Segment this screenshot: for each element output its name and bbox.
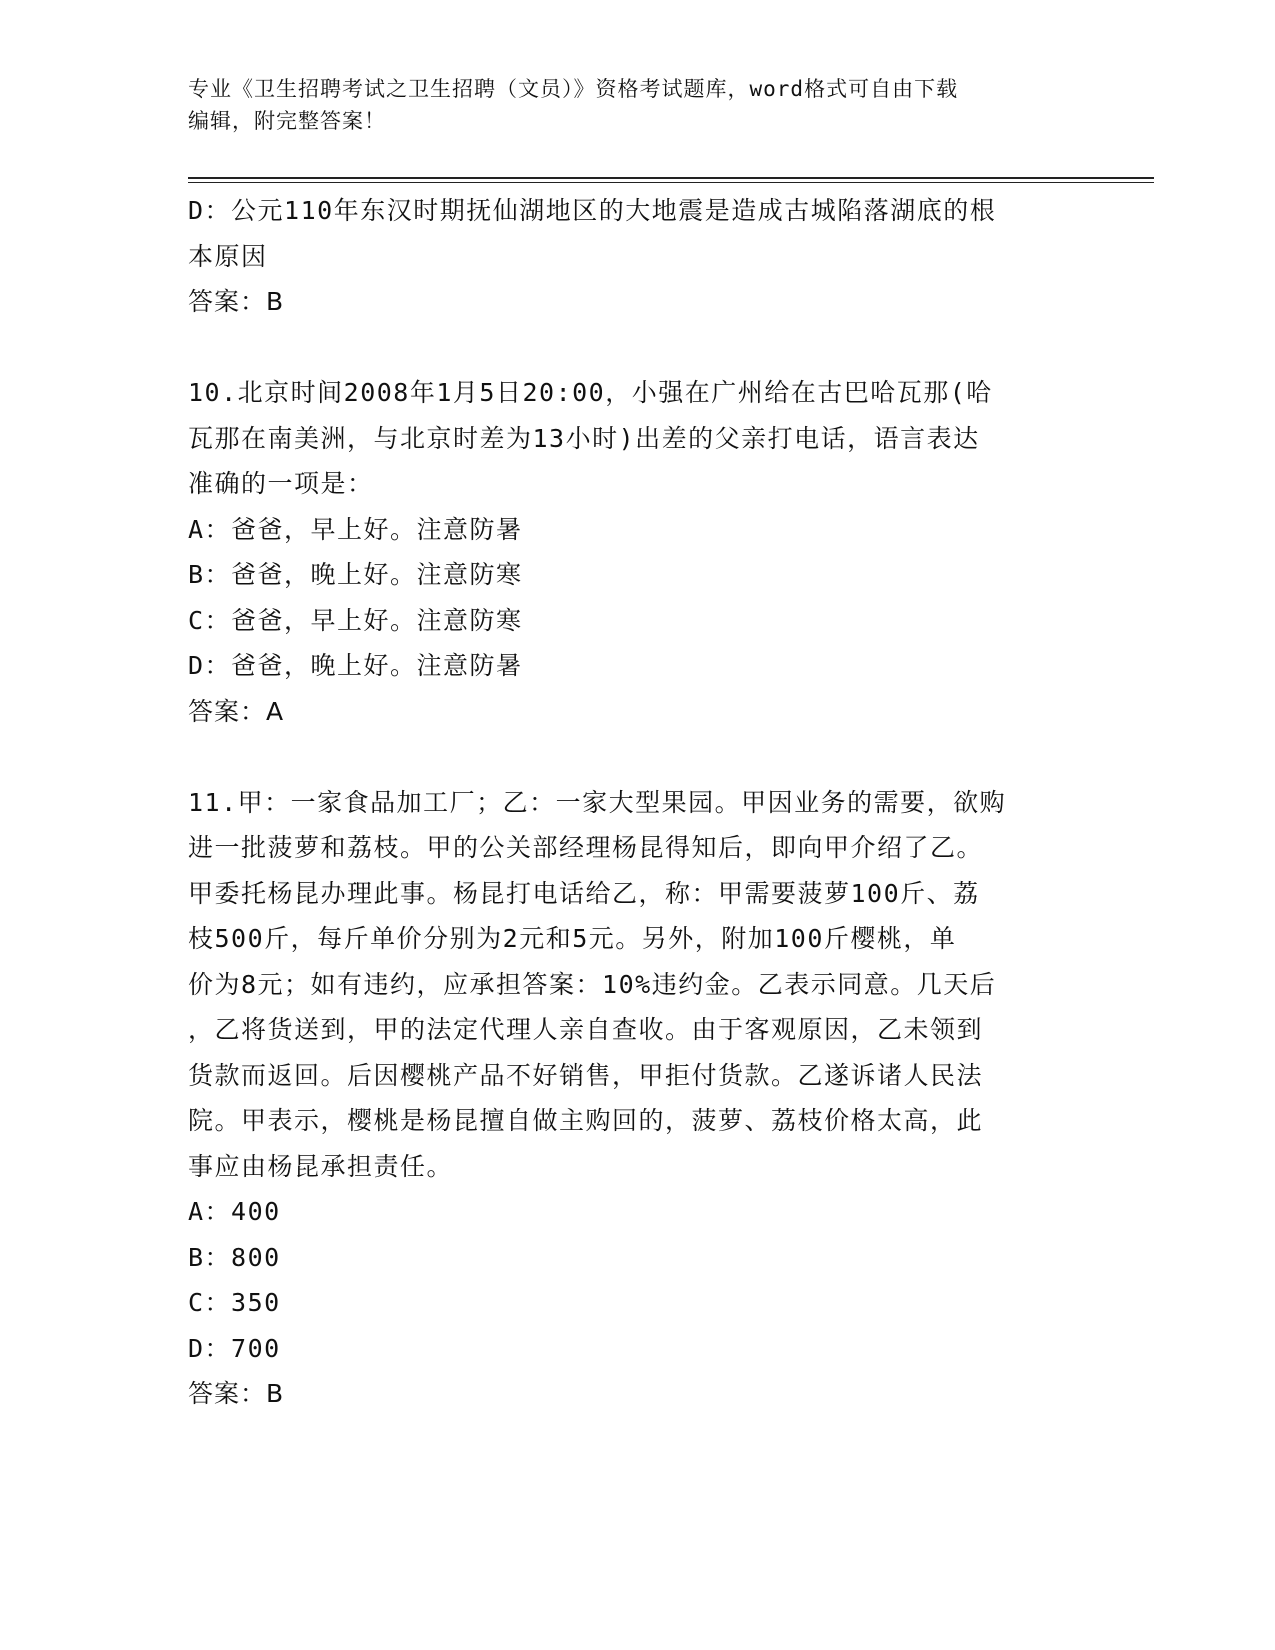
option-a: A：400 <box>188 1197 281 1226</box>
header-rule-thick <box>188 177 1154 179</box>
option-d: D：爸爸，晚上好。注意防暑 <box>188 651 523 680</box>
question-stem-line: 10.北京时间2008年1月5日20:00，小强在广州给在古巴哈瓦那(哈 <box>188 378 993 407</box>
answer-line: 答案：B <box>188 287 285 316</box>
option-b: B：800 <box>188 1242 281 1272</box>
document-body <box>188 188 1088 1417</box>
option-a: A：爸爸，早上好。注意防暑 <box>188 514 523 544</box>
option-b: B：爸爸，晚上好。注意防寒 <box>188 560 523 589</box>
previous-question-tail <box>188 188 1088 325</box>
question-stem-line: 枝500斤，每斤单价分别为2元和5元。另外，附加100斤樱桃，单 <box>188 924 957 953</box>
question-11 <box>188 780 1088 1417</box>
question-stem-line: 院。甲表示，樱桃是杨昆擅自做主购回的，菠萝、荔枝价格太高，此 <box>188 1106 984 1135</box>
header-line-1: 专业《卫生招聘考试之卫生招聘（文员）》资格考试题库，word格式可自由下载 <box>188 77 959 101</box>
header-line-2: 编辑，附完整答案！ <box>188 109 386 133</box>
question-10 <box>188 370 1088 734</box>
question-stem-line: 准确的一项是： <box>188 469 374 498</box>
document-header <box>188 73 1088 137</box>
answer-line: 答案：B <box>188 1379 285 1408</box>
option-d-line-1: D：公元110年东汉时期抚仙湖地区的大地震是造成古城陷落湖底的根 <box>188 196 997 225</box>
question-stem-line: 11.甲：一家食品加工厂；乙：一家大型果园。甲因业务的需要，欲购 <box>188 787 1007 817</box>
question-stem-line: 进一批菠萝和荔枝。甲的公关部经理杨昆得知后，即向甲介绍了乙。 <box>188 833 984 862</box>
spacer <box>188 734 1088 780</box>
answer-line: 答案：A <box>188 696 285 726</box>
question-stem-line: 事应由杨昆承担责任。 <box>188 1151 454 1181</box>
question-stem-line: 价为8元；如有违约，应承担答案：10%违约金。乙表示同意。几天后 <box>188 969 997 999</box>
option-c: C：350 <box>188 1288 281 1317</box>
option-d-line-2: 本原因 <box>188 241 268 271</box>
question-stem-line: 甲委托杨昆办理此事。杨昆打电话给乙，称：甲需要菠萝100斤、荔 <box>188 878 980 908</box>
spacer <box>188 325 1088 371</box>
question-stem-line: ，乙将货送到，甲的法定代理人亲自查收。由于客观原因，乙未领到 <box>188 1015 984 1044</box>
header-rule-thin <box>188 182 1154 183</box>
question-stem-line: 货款而返回。后因樱桃产品不好销售，甲拒付货款。乙遂诉诸人民法 <box>188 1060 984 1090</box>
option-d: D：700 <box>188 1333 281 1363</box>
option-c: C：爸爸，早上好。注意防寒 <box>188 605 523 635</box>
question-stem-line: 瓦那在南美洲，与北京时差为13小时)出差的父亲打电话，语言表达 <box>188 423 980 453</box>
